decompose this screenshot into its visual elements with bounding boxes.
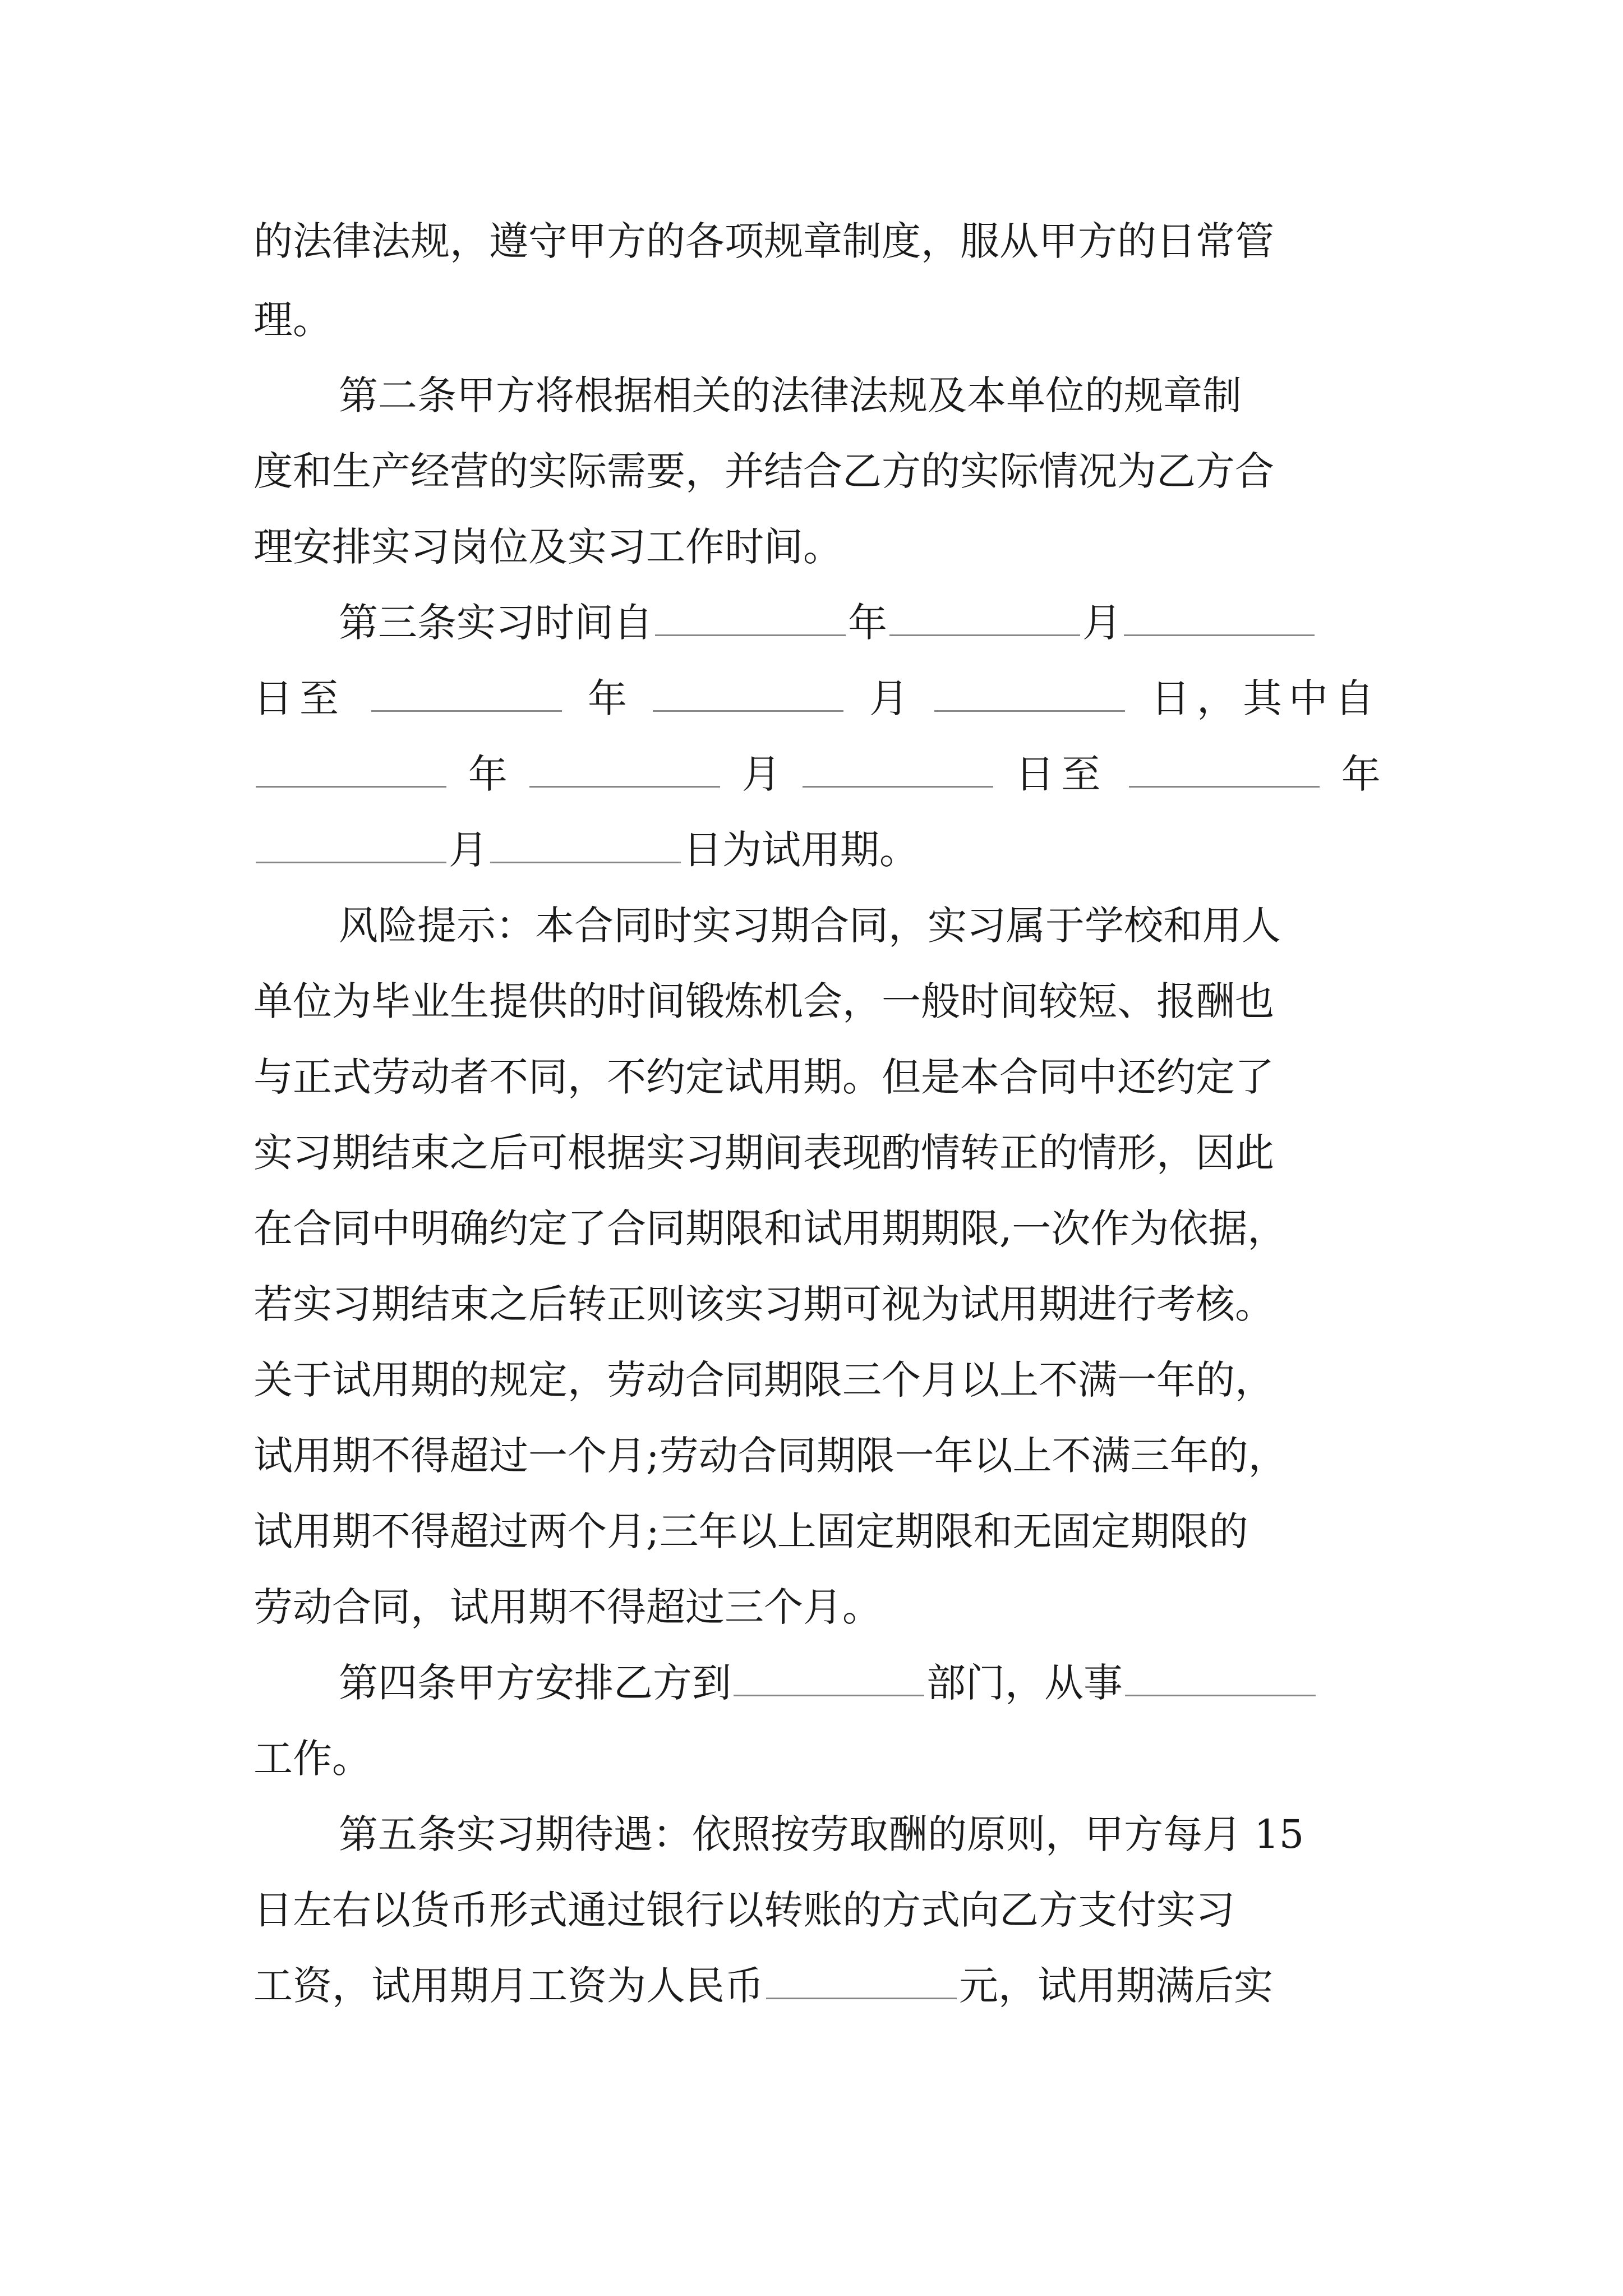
- blank-field[interactable]: [803, 751, 993, 788]
- text: 年: [848, 600, 887, 646]
- text: 第二条甲方将根据相关的法律法规及本单位的规章制: [339, 372, 1242, 418]
- blank-field[interactable]: [889, 600, 1080, 636]
- text: 的法律法规，遵守甲方的各项规章制度，服从甲方的日常管: [253, 218, 1274, 264]
- text-line: [339, 898, 1281, 954]
- text-line: [253, 1958, 1273, 2014]
- text: 第五条实习期待遇：依照按劳取酬的原则，甲方每月 15: [339, 1811, 1304, 1857]
- text-line: [253, 1200, 1287, 1257]
- text-line: [253, 1503, 1248, 1559]
- blank-field[interactable]: [934, 675, 1125, 712]
- blank-field[interactable]: [490, 827, 681, 863]
- text: 若实习期结束之后转正则该实习期可视为试用期进行考核。: [253, 1281, 1274, 1327]
- text-line: [253, 1428, 1288, 1484]
- text: 元，试用期满后实: [959, 1963, 1273, 2009]
- text: 实习期结束之后可根据实习期间表现酌情转正的情形，因此: [253, 1130, 1274, 1176]
- text: 年: [468, 751, 508, 797]
- text: 月: [741, 751, 781, 797]
- text: 日为试用期。: [683, 827, 919, 873]
- text-line: [253, 1125, 1274, 1181]
- blank-field[interactable]: [734, 1660, 924, 1696]
- text: 日至: [253, 675, 345, 721]
- text: 工资，试用期月工资为人民币: [253, 1963, 764, 2009]
- blank-field[interactable]: [256, 751, 446, 788]
- text: 理安排实习岗位及实习工作时间。: [253, 524, 842, 570]
- text-line: [253, 1731, 371, 1787]
- text: 月: [449, 827, 488, 873]
- blank-field[interactable]: [1124, 600, 1315, 636]
- text: 度和生产经营的实际需要，并结合乙方的实际情况为乙方合: [253, 448, 1274, 494]
- text: 风险提示：本合同时实习期合同，实习属于学校和用人: [339, 903, 1281, 949]
- text: 部门，从事: [926, 1660, 1123, 1706]
- text: 日左右以货币形式通过银行以转账的方式向乙方支付实习: [253, 1887, 1235, 1933]
- blank-field[interactable]: [256, 827, 446, 863]
- text-line: [253, 519, 842, 575]
- text-line: [253, 213, 1381, 269]
- text: 在合同中明确约定了合同期限和试用期期限,一次作为依据，: [253, 1205, 1287, 1251]
- text-line: [253, 1049, 1274, 1105]
- blank-field[interactable]: [653, 675, 843, 712]
- text: 工作。: [253, 1736, 371, 1782]
- text: 单位为毕业生提供的时间锻炼机会，一般时间较短、报酬也: [253, 978, 1274, 1024]
- text-line: [253, 973, 1274, 1029]
- text: 年: [588, 675, 627, 721]
- text-line: [339, 1655, 1318, 1711]
- text: 试用期不得超过两个月;三年以上固定期限和无固定期限的: [253, 1508, 1248, 1554]
- text: 第四条甲方安排乙方到: [339, 1660, 731, 1706]
- text-line: [253, 1579, 882, 1635]
- text-line: [253, 1352, 1274, 1408]
- text-line: [253, 1882, 1235, 1938]
- text: 劳动合同，试用期不得超过三个月。: [253, 1584, 882, 1630]
- text-line: [339, 367, 1242, 424]
- text: 理。: [253, 297, 332, 343]
- text: 月: [1082, 600, 1122, 646]
- text: 日至: [1015, 751, 1108, 797]
- blank-field[interactable]: [1125, 1660, 1316, 1696]
- blank-field[interactable]: [766, 1963, 957, 1999]
- text: 月: [869, 675, 909, 721]
- text-line: [339, 1806, 1304, 1862]
- text-line: [253, 292, 332, 348]
- text-line: [253, 443, 1274, 499]
- blank-field[interactable]: [371, 675, 562, 712]
- text-line: [253, 746, 1381, 802]
- text: 与正式劳动者不同，不约定试用期。但是本合同中还约定了: [253, 1054, 1274, 1100]
- blank-field[interactable]: [1129, 751, 1320, 788]
- text: 试用期不得超过一个月;劳动合同期限一年以上不满三年的，: [253, 1433, 1288, 1479]
- text: 第三条实习时间自: [339, 600, 653, 646]
- text-line: [253, 822, 919, 878]
- blank-field[interactable]: [655, 600, 846, 636]
- text: 关于试用期的规定，劳动合同期限三个月以上不满一年的，: [253, 1357, 1274, 1403]
- blank-field[interactable]: [529, 751, 720, 788]
- text-line: [339, 595, 1317, 651]
- text: 年: [1341, 751, 1381, 797]
- text-line: [253, 670, 1381, 726]
- text: 日，其中自: [1151, 675, 1381, 721]
- text-line: [253, 1276, 1274, 1332]
